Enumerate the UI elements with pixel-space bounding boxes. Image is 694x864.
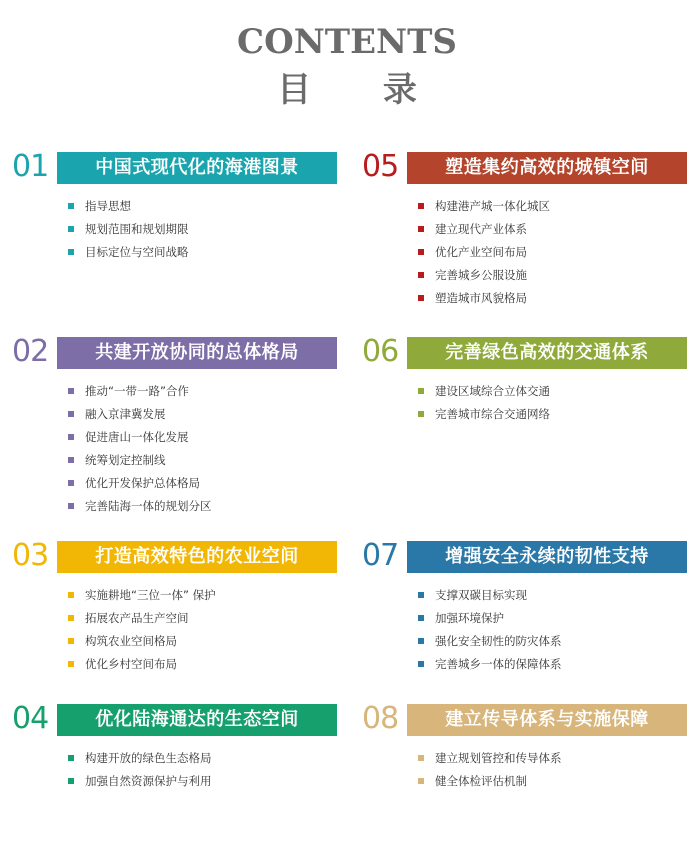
item-label: 加强环境保护 bbox=[435, 611, 504, 625]
list-item bbox=[418, 244, 692, 267]
list-item bbox=[68, 452, 342, 475]
list-item bbox=[418, 406, 692, 429]
section-title: 完善绿色高效的交通体系 bbox=[407, 337, 687, 369]
section-header bbox=[12, 538, 342, 573]
square-bullet-icon bbox=[68, 638, 74, 644]
square-bullet-icon bbox=[68, 661, 74, 667]
item-label: 完善城乡一体的保障体系 bbox=[435, 657, 562, 671]
section-item-list bbox=[362, 198, 692, 313]
section-header bbox=[362, 149, 692, 184]
section-header bbox=[362, 538, 692, 573]
list-item bbox=[68, 773, 342, 796]
list-item bbox=[68, 610, 342, 633]
section-05 bbox=[362, 149, 692, 313]
list-item bbox=[68, 406, 342, 429]
section-number: 08 bbox=[362, 701, 399, 736]
item-label: 优化乡村空间布局 bbox=[85, 657, 177, 671]
contents-title: CONTENTS bbox=[237, 22, 457, 62]
list-item bbox=[68, 475, 342, 498]
square-bullet-icon bbox=[418, 755, 424, 761]
list-item bbox=[68, 244, 342, 267]
item-label: 构筑农业空间格局 bbox=[85, 634, 177, 648]
section-title: 塑造集约高效的城镇空间 bbox=[407, 152, 687, 184]
list-item bbox=[68, 429, 342, 452]
section-header bbox=[12, 701, 342, 736]
square-bullet-icon bbox=[418, 388, 424, 394]
list-item bbox=[418, 656, 692, 679]
square-bullet-icon bbox=[68, 434, 74, 440]
item-label: 规划范围和规划期限 bbox=[85, 222, 189, 236]
section-title: 中国式现代化的海港图景 bbox=[57, 152, 337, 184]
section-item-list bbox=[12, 750, 342, 796]
item-label: 建立规划管控和传导体系 bbox=[435, 751, 562, 765]
item-label: 构建开放的绿色生态格局 bbox=[85, 751, 212, 765]
square-bullet-icon bbox=[418, 295, 424, 301]
item-label: 促进唐山一体化发展 bbox=[85, 430, 189, 444]
item-label: 推动“一带一路”合作 bbox=[85, 384, 189, 398]
square-bullet-icon bbox=[418, 661, 424, 667]
item-label: 塑造城市风貌格局 bbox=[435, 291, 527, 305]
item-label: 建设区域综合立体交通 bbox=[435, 384, 550, 398]
list-item bbox=[418, 221, 692, 244]
item-label: 强化安全韧性的防灾体系 bbox=[435, 634, 562, 648]
item-label: 目标定位与空间战略 bbox=[85, 245, 189, 259]
item-label: 完善城乡公服设施 bbox=[435, 268, 527, 282]
square-bullet-icon bbox=[418, 272, 424, 278]
section-number: 04 bbox=[12, 701, 49, 736]
square-bullet-icon bbox=[68, 615, 74, 621]
section-number: 03 bbox=[12, 538, 49, 573]
item-label: 指导思想 bbox=[85, 199, 131, 213]
section-header bbox=[12, 149, 342, 184]
item-label: 融入京津冀发展 bbox=[85, 407, 166, 421]
section-08 bbox=[362, 701, 692, 796]
square-bullet-icon bbox=[418, 638, 424, 644]
list-item bbox=[418, 587, 692, 610]
section-title: 增强安全永续的韧性支持 bbox=[407, 541, 687, 573]
item-label: 统筹划定控制线 bbox=[85, 453, 166, 467]
square-bullet-icon bbox=[418, 592, 424, 598]
square-bullet-icon bbox=[68, 388, 74, 394]
item-label: 优化产业空间布局 bbox=[435, 245, 527, 259]
list-item bbox=[418, 610, 692, 633]
section-item-list bbox=[12, 587, 342, 679]
list-item bbox=[68, 198, 342, 221]
square-bullet-icon bbox=[68, 226, 74, 232]
item-label: 构建港产城一体化城区 bbox=[435, 199, 550, 213]
section-title: 建立传导体系与实施保障 bbox=[407, 704, 687, 736]
list-item bbox=[68, 221, 342, 244]
list-item bbox=[418, 383, 692, 406]
item-label: 完善陆海一体的规划分区 bbox=[85, 499, 212, 513]
section-item-list bbox=[362, 750, 692, 796]
list-item bbox=[68, 656, 342, 679]
section-header bbox=[362, 334, 692, 369]
section-item-list bbox=[12, 383, 342, 521]
square-bullet-icon bbox=[418, 411, 424, 417]
square-bullet-icon bbox=[68, 592, 74, 598]
square-bullet-icon bbox=[68, 503, 74, 509]
square-bullet-icon bbox=[68, 411, 74, 417]
item-label: 加强自然资源保护与利用 bbox=[85, 774, 212, 788]
item-label: 完善城市综合交通网络 bbox=[435, 407, 550, 421]
section-item-list bbox=[362, 587, 692, 679]
square-bullet-icon bbox=[68, 457, 74, 463]
list-item bbox=[68, 383, 342, 406]
square-bullet-icon bbox=[418, 203, 424, 209]
section-item-list bbox=[12, 198, 342, 267]
list-item bbox=[418, 290, 692, 313]
item-label: 建立现代产业体系 bbox=[435, 222, 527, 236]
section-07 bbox=[362, 538, 692, 679]
square-bullet-icon bbox=[418, 778, 424, 784]
section-number: 02 bbox=[12, 334, 49, 369]
item-label: 健全体检评估机制 bbox=[435, 774, 527, 788]
item-label: 实施耕地“三位一体” 保护 bbox=[85, 588, 216, 602]
square-bullet-icon bbox=[418, 226, 424, 232]
item-label: 拓展农产品生产空间 bbox=[85, 611, 189, 625]
square-bullet-icon bbox=[68, 755, 74, 761]
section-01 bbox=[12, 149, 342, 267]
section-number: 07 bbox=[362, 538, 399, 573]
list-item bbox=[68, 750, 342, 773]
square-bullet-icon bbox=[68, 203, 74, 209]
list-item bbox=[68, 498, 342, 521]
contents-title-cn: 目 录 bbox=[277, 70, 447, 110]
item-label: 优化开发保护总体格局 bbox=[85, 476, 200, 490]
section-title: 打造高效特色的农业空间 bbox=[57, 541, 337, 573]
section-item-list bbox=[362, 383, 692, 429]
list-item bbox=[418, 267, 692, 290]
section-number: 05 bbox=[362, 149, 399, 184]
list-item bbox=[418, 633, 692, 656]
list-item bbox=[68, 587, 342, 610]
section-06 bbox=[362, 334, 692, 429]
section-number: 06 bbox=[362, 334, 399, 369]
section-title: 共建开放协同的总体格局 bbox=[57, 337, 337, 369]
square-bullet-icon bbox=[68, 778, 74, 784]
list-item bbox=[418, 198, 692, 221]
section-04 bbox=[12, 701, 342, 796]
section-header bbox=[362, 701, 692, 736]
square-bullet-icon bbox=[68, 480, 74, 486]
section-number: 01 bbox=[12, 149, 49, 184]
square-bullet-icon bbox=[418, 249, 424, 255]
item-label: 支撑双碳目标实现 bbox=[435, 588, 527, 602]
list-item bbox=[418, 773, 692, 796]
section-03 bbox=[12, 538, 342, 679]
section-02 bbox=[12, 334, 342, 521]
list-item bbox=[418, 750, 692, 773]
section-header bbox=[12, 334, 342, 369]
square-bullet-icon bbox=[418, 615, 424, 621]
section-title: 优化陆海通达的生态空间 bbox=[57, 704, 337, 736]
list-item bbox=[68, 633, 342, 656]
square-bullet-icon bbox=[68, 249, 74, 255]
